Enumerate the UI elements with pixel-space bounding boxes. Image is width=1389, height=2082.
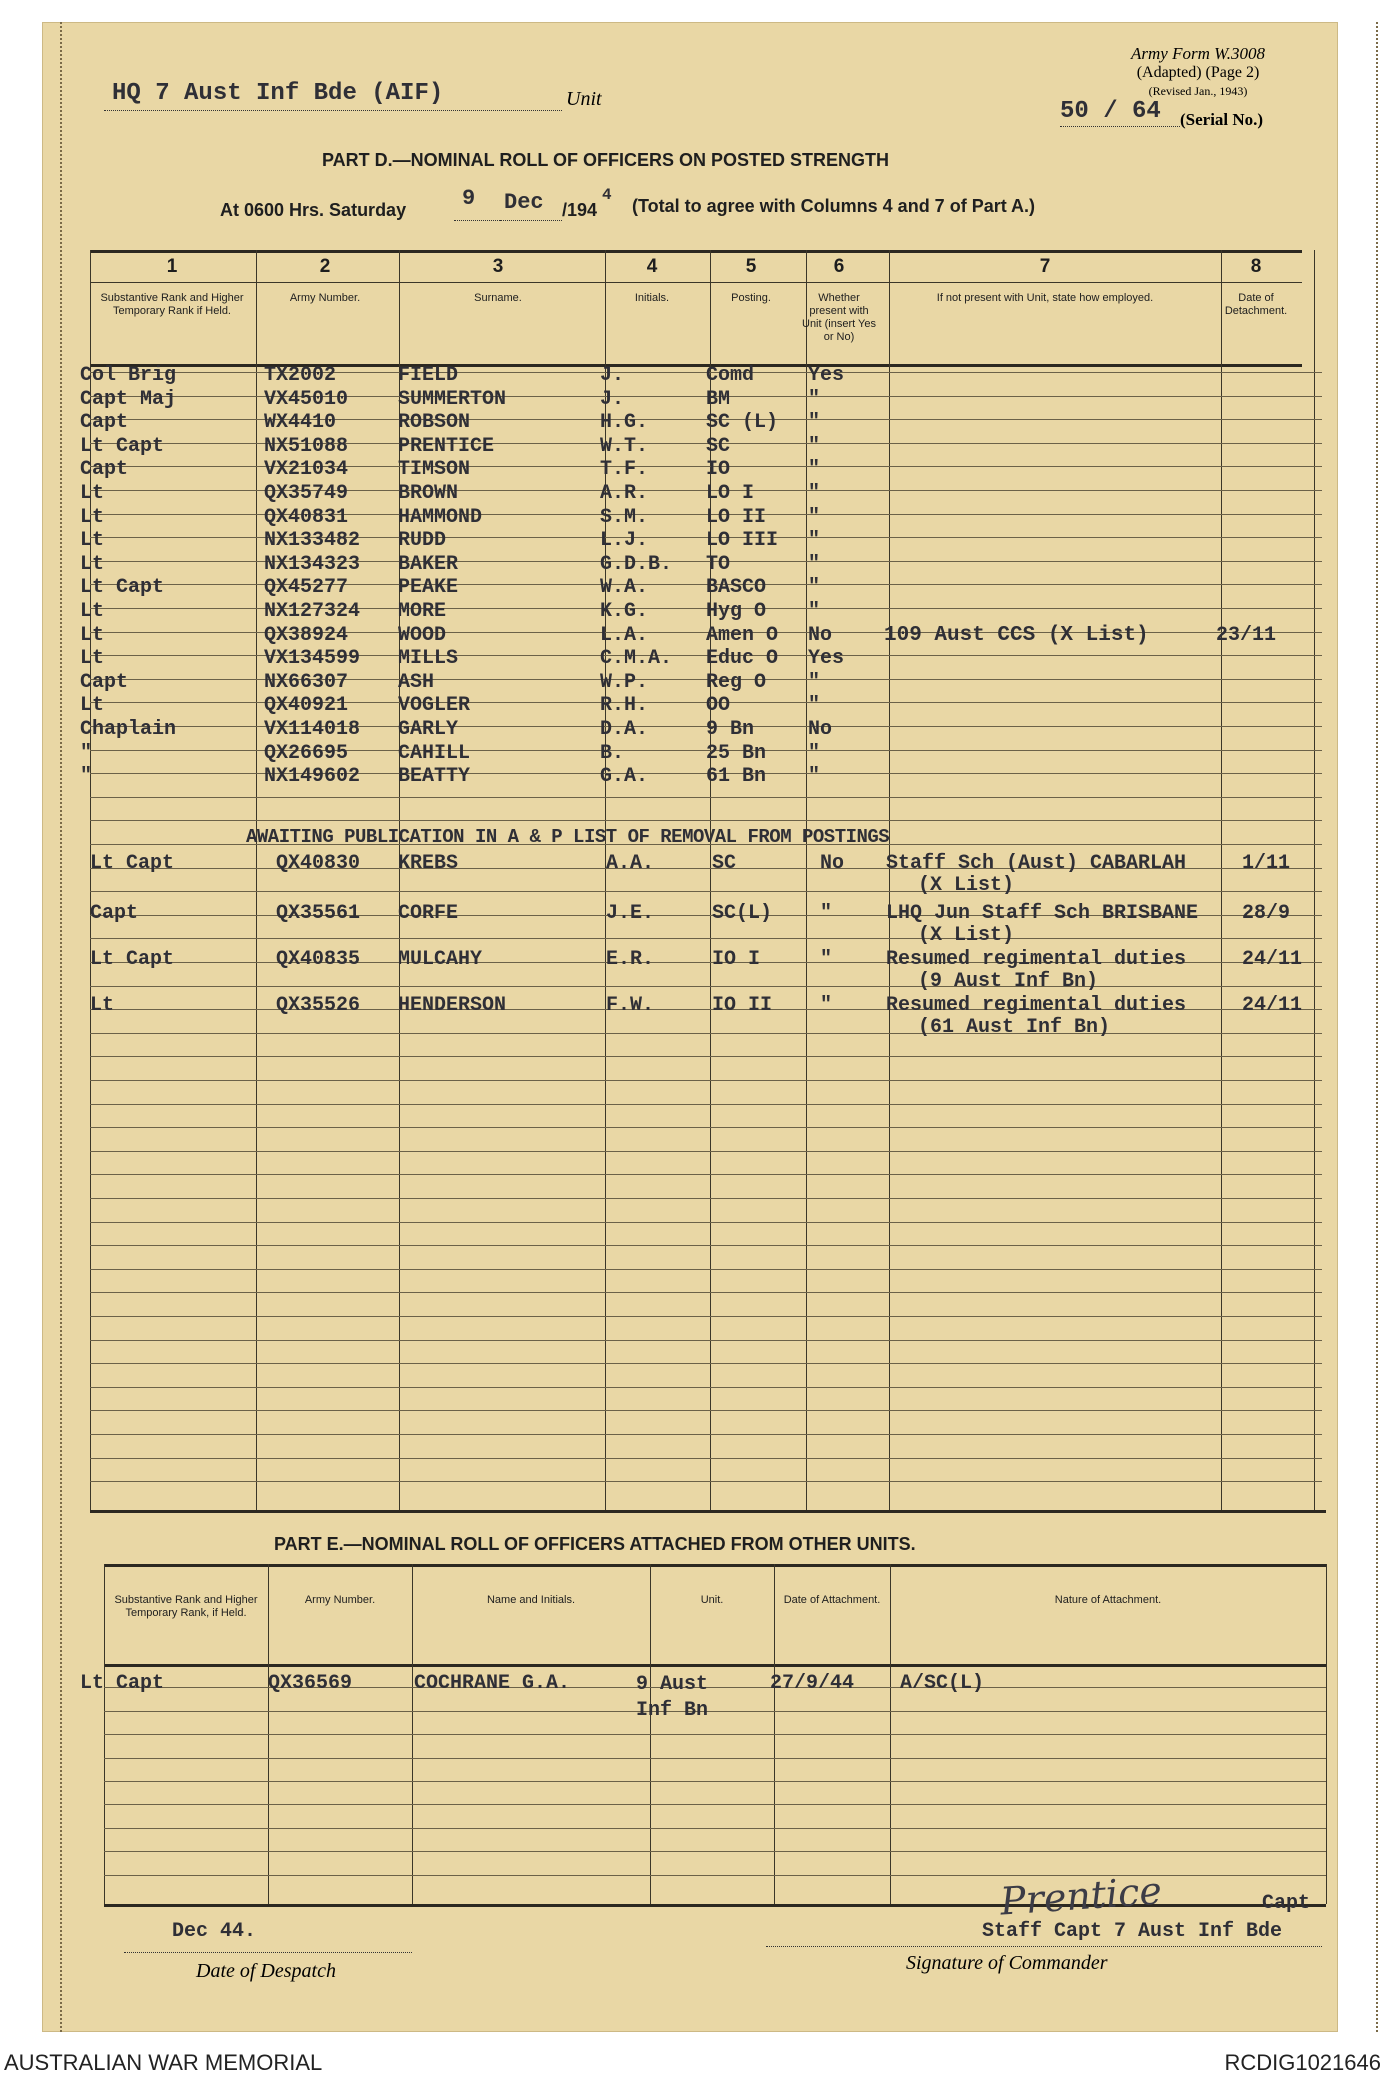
awaiting-cell: " bbox=[820, 902, 833, 925]
table-cell: " bbox=[808, 458, 821, 482]
awaiting-cell: CORFE bbox=[398, 902, 459, 925]
table-cell: QX35749 bbox=[264, 482, 349, 505]
awaiting-cell: Capt bbox=[90, 902, 139, 925]
part-e-row-rule bbox=[104, 1781, 1326, 1782]
column-header: Date of Detachment. bbox=[1224, 292, 1288, 317]
table-cell: IO bbox=[706, 458, 731, 482]
table-cell: Capt bbox=[80, 670, 129, 694]
table-cell: G.D.B. bbox=[600, 552, 673, 576]
row-rule bbox=[90, 1458, 1322, 1459]
table-cell: Comd bbox=[706, 364, 755, 387]
unit-line bbox=[104, 110, 562, 111]
serial-value: 50 / 64 bbox=[1060, 98, 1161, 125]
table-cell: 23/11 bbox=[1216, 623, 1277, 647]
table-cell: VX21034 bbox=[264, 458, 349, 482]
part-e-header: Army Number. bbox=[304, 1594, 376, 1606]
awaiting-note: (X List) bbox=[918, 924, 1015, 947]
table-cell: SUMMERTON bbox=[398, 387, 507, 411]
unit-value: HQ 7 Aust Inf Bde (AIF) bbox=[112, 80, 444, 107]
table-cell: " bbox=[808, 529, 821, 553]
awaiting-cell: 28/9 bbox=[1242, 902, 1291, 925]
awaiting-cell: Resumed regimental duties bbox=[886, 994, 1187, 1017]
table-cell: Capt bbox=[80, 458, 129, 482]
awaiting-cell: QX35561 bbox=[276, 902, 361, 925]
row-rule bbox=[90, 1245, 1322, 1246]
part-e-cell: 27/9/44 bbox=[770, 1672, 855, 1695]
table-cell: VX45010 bbox=[264, 387, 349, 411]
table-cell: " bbox=[80, 741, 93, 765]
part-e-header: Substantive Rank and Higher Temporary Rank, if Held. bbox=[114, 1594, 258, 1619]
total-note: (Total to agree with Columns 4 and 7 of Part A.) bbox=[632, 196, 1036, 216]
table-cell: " bbox=[80, 765, 93, 789]
table-cell: NX149602 bbox=[264, 765, 361, 789]
part-e-header: Nature of Attachment. bbox=[1054, 1594, 1162, 1606]
table-cell: 109 Aust CCS (X List) bbox=[884, 623, 1149, 647]
row-rule bbox=[90, 1127, 1322, 1128]
month-line bbox=[500, 220, 562, 221]
table-cell: " bbox=[808, 600, 821, 623]
table-cell: Lt bbox=[80, 600, 105, 623]
part-e-row-rule bbox=[104, 1758, 1326, 1759]
row-rule bbox=[90, 1292, 1322, 1293]
table-cell: 9 Bn bbox=[706, 718, 755, 741]
awaiting-cell: Lt bbox=[90, 994, 115, 1017]
table-cell: FIELD bbox=[398, 364, 459, 387]
row-rule bbox=[90, 797, 1322, 798]
table-cell: Reg O bbox=[706, 670, 767, 694]
table-cell: Hyg O bbox=[706, 600, 767, 623]
unit-label: Unit bbox=[566, 88, 602, 110]
table-cell: C.M.A. bbox=[600, 647, 673, 671]
table-cell: NX127324 bbox=[264, 600, 361, 623]
row-rule bbox=[90, 1363, 1322, 1364]
row-rule bbox=[90, 1174, 1322, 1175]
table-cell: Amen O bbox=[706, 623, 779, 647]
table-cell: W.A. bbox=[600, 576, 649, 600]
awaiting-cell: LHQ Jun Staff Sch BRISBANE bbox=[886, 902, 1199, 925]
part-e-top-rule bbox=[104, 1564, 1326, 1567]
table-cell: No bbox=[808, 718, 833, 741]
awaiting-cell: IO I bbox=[712, 948, 761, 971]
despatch-label: Date of Despatch bbox=[196, 1960, 336, 1982]
awaiting-cell: Lt Capt bbox=[90, 852, 175, 875]
table-cell: TO bbox=[706, 552, 731, 576]
perforation-right bbox=[1376, 22, 1378, 2032]
awaiting-cell: QX40830 bbox=[276, 852, 361, 875]
part-e-header: Name and Initials. bbox=[486, 1594, 576, 1606]
form-revised: (Revised Jan., 1943) bbox=[1148, 84, 1248, 98]
table-cell: MORE bbox=[398, 600, 447, 623]
part-e-cell: COCHRANE G.A. bbox=[414, 1672, 571, 1695]
table-cell: Lt bbox=[80, 623, 105, 647]
awaiting-cell: SC bbox=[712, 852, 737, 875]
awaiting-cell: E.R. bbox=[606, 948, 655, 971]
perforation-left bbox=[60, 22, 62, 2032]
table-cell: H.G. bbox=[600, 411, 649, 435]
awaiting-cell: QX40835 bbox=[276, 948, 361, 971]
col-divider bbox=[806, 250, 807, 1510]
awaiting-cell: 1/11 bbox=[1242, 852, 1291, 875]
table-cell: TIMSON bbox=[398, 458, 471, 482]
year-prefix: /194 bbox=[562, 200, 598, 220]
despatch-value: Dec 44. bbox=[172, 1920, 257, 1943]
table-cell: PEAKE bbox=[398, 576, 459, 600]
table-cell: D.A. bbox=[600, 718, 649, 741]
despatch-line bbox=[124, 1952, 412, 1953]
table-cell: QX38924 bbox=[264, 623, 349, 647]
table-cell: ROBSON bbox=[398, 411, 471, 435]
column-header: Surname. bbox=[474, 292, 522, 304]
table-cell: " bbox=[808, 482, 821, 505]
table-cell: SC (L) bbox=[706, 411, 779, 435]
awaiting-cell: " bbox=[820, 948, 833, 971]
table-cell: " bbox=[808, 576, 821, 600]
awaiting-cell: QX35526 bbox=[276, 994, 361, 1017]
commander-label: Signature of Commander bbox=[906, 1952, 1108, 1974]
table-cell: A.R. bbox=[600, 482, 649, 505]
table-top-rule bbox=[90, 250, 1302, 253]
column-number: 2 bbox=[319, 256, 331, 277]
awaiting-cell: A.A. bbox=[606, 852, 655, 875]
awaiting-heading: AWAITING PUBLICATION IN A & P LIST OF REMOVAL FROM POSTINGS bbox=[246, 826, 890, 848]
table-cell: NX51088 bbox=[264, 434, 349, 458]
table-cell: WX4410 bbox=[264, 411, 337, 435]
table-cell: GARLY bbox=[398, 718, 459, 741]
table-cell: " bbox=[808, 434, 821, 458]
col-divider bbox=[1221, 250, 1222, 1510]
table-cell: BASCO bbox=[706, 576, 767, 600]
part-e-cell: QX36569 bbox=[268, 1672, 353, 1695]
row-rule bbox=[90, 820, 1322, 821]
serial-line bbox=[1060, 126, 1180, 127]
awaiting-cell: 24/11 bbox=[1242, 994, 1303, 1017]
awaiting-cell: No bbox=[820, 852, 845, 875]
table-cell: R.H. bbox=[600, 694, 649, 718]
column-number: 3 bbox=[492, 256, 504, 277]
awaiting-note: (9 Aust Inf Bn) bbox=[918, 970, 1099, 993]
part-e-cell: A/SC(L) bbox=[900, 1672, 985, 1695]
table-cell: L.J. bbox=[600, 529, 649, 553]
column-header: Substantive Rank and Higher Temporary Rank if Held. bbox=[100, 292, 244, 317]
table-cell: LO III bbox=[706, 529, 779, 553]
awaiting-cell: IO II bbox=[712, 994, 773, 1017]
table-cell: CAHILL bbox=[398, 741, 471, 765]
part-d-title: PART D.—NOMINAL ROLL OF OFFICERS ON POSTED STRENGTH bbox=[322, 150, 890, 170]
row-rule bbox=[90, 1340, 1322, 1341]
table-cell: BAKER bbox=[398, 552, 459, 576]
archive-caption-right: RCDIG1021646 bbox=[1224, 2050, 1381, 2075]
commander-line bbox=[766, 1946, 1322, 1947]
table-cell: Lt bbox=[80, 647, 105, 671]
awaiting-cell: MULCAHY bbox=[398, 948, 483, 971]
table-cell: Lt Capt bbox=[80, 434, 165, 458]
column-header: Initials. bbox=[634, 292, 670, 304]
table-cell: Lt bbox=[80, 482, 105, 505]
table-cell: TX2002 bbox=[264, 364, 337, 387]
table-cell: Lt bbox=[80, 552, 105, 576]
col-divider bbox=[256, 250, 257, 1510]
awaiting-cell: Lt Capt bbox=[90, 948, 175, 971]
part-e-cell: Lt Capt bbox=[80, 1672, 165, 1695]
table-cell: BROWN bbox=[398, 482, 459, 505]
table-cell: OO bbox=[706, 694, 731, 718]
table-cell: " bbox=[808, 411, 821, 435]
table-cell: QX26695 bbox=[264, 741, 349, 765]
table-cell: Yes bbox=[808, 364, 845, 387]
date-day: 9 bbox=[462, 186, 476, 211]
table-cell: " bbox=[808, 670, 821, 694]
table-cell: VX134599 bbox=[264, 647, 361, 671]
table-cell: " bbox=[808, 741, 821, 765]
part-e-header-rule bbox=[104, 1664, 1326, 1667]
part-e-divider bbox=[1326, 1564, 1327, 1904]
table-cell: LO II bbox=[706, 505, 767, 529]
row-rule bbox=[90, 1434, 1322, 1435]
part-e-title: PART E.—NOMINAL ROLL OF OFFICERS ATTACHED FROM OTHER UNITS. bbox=[274, 1534, 916, 1554]
row-rule bbox=[90, 1269, 1322, 1270]
awaiting-cell: J.E. bbox=[606, 902, 655, 925]
table-cell: " bbox=[808, 552, 821, 576]
form-adapted: (Adapted) (Page 2) bbox=[1136, 64, 1260, 81]
part-e-row-rule bbox=[104, 1851, 1326, 1852]
table-cell: Col Brig bbox=[80, 364, 177, 387]
table-cell: NX134323 bbox=[264, 552, 361, 576]
table-cell: LO I bbox=[706, 482, 755, 505]
col-divider bbox=[1314, 250, 1315, 1510]
row-rule bbox=[90, 1151, 1322, 1152]
table-cell: NX133482 bbox=[264, 529, 361, 553]
row-rule bbox=[90, 938, 1322, 939]
table-cell: Lt bbox=[80, 505, 105, 529]
commander-signature: Prentice bbox=[998, 1868, 1164, 1924]
table-cell: 61 Bn bbox=[706, 765, 767, 789]
table-cell: No bbox=[808, 623, 833, 647]
column-number: 7 bbox=[1039, 256, 1051, 277]
serial-label: (Serial No.) bbox=[1180, 110, 1264, 129]
row-rule bbox=[90, 1316, 1322, 1317]
awaiting-cell: F.W. bbox=[606, 994, 655, 1017]
col-number-rule bbox=[90, 282, 1302, 283]
table-cell: VOGLER bbox=[398, 694, 471, 718]
awaiting-cell: 24/11 bbox=[1242, 948, 1303, 971]
column-header: Posting. bbox=[731, 292, 771, 304]
table-cell: QX45277 bbox=[264, 576, 349, 600]
column-number: 6 bbox=[833, 256, 845, 277]
awaiting-cell: Staff Sch (Aust) CABARLAH bbox=[886, 852, 1187, 875]
table-cell: BEATTY bbox=[398, 765, 471, 789]
table-cell: B. bbox=[600, 741, 625, 765]
row-rule bbox=[90, 1410, 1322, 1411]
awaiting-cell: Resumed regimental duties bbox=[886, 948, 1187, 971]
table-cell: QX40831 bbox=[264, 505, 349, 529]
table-cell: WOOD bbox=[398, 623, 447, 647]
awaiting-note: (X List) bbox=[918, 874, 1015, 897]
table-cell: SC bbox=[706, 434, 731, 458]
col-divider bbox=[889, 250, 890, 1510]
row-rule bbox=[90, 1198, 1322, 1199]
awaiting-cell: SC(L) bbox=[712, 902, 773, 925]
form-number: Army Form W.3008 bbox=[1131, 44, 1265, 63]
commander-rank: Capt bbox=[1262, 1892, 1311, 1915]
table-cell: MILLS bbox=[398, 647, 459, 671]
table-cell: Yes bbox=[808, 647, 845, 671]
table-cell: PRENTICE bbox=[398, 434, 495, 458]
table-cell: Chaplain bbox=[80, 718, 177, 741]
row-rule bbox=[90, 1222, 1322, 1223]
row-rule bbox=[90, 1481, 1322, 1482]
column-number: 5 bbox=[745, 256, 757, 277]
table-cell: HAMMOND bbox=[398, 505, 483, 529]
table-cell: " bbox=[808, 505, 821, 529]
table-cell: Lt Capt bbox=[80, 576, 165, 600]
table-cell: Capt Maj bbox=[80, 387, 177, 411]
table-cell: Capt bbox=[80, 411, 129, 435]
table-cell: NX66307 bbox=[264, 670, 349, 694]
table-cell: G.A. bbox=[600, 765, 649, 789]
column-number: 8 bbox=[1250, 256, 1262, 277]
table-cell: RUDD bbox=[398, 529, 447, 553]
snapshot-prefix: At 0600 Hrs. Saturday bbox=[220, 200, 407, 220]
part-e-row-rule bbox=[104, 1734, 1326, 1735]
part-e-row-rule bbox=[104, 1828, 1326, 1829]
table-bottom-rule bbox=[90, 1510, 1326, 1513]
table-cell: QX40921 bbox=[264, 694, 349, 718]
row-rule bbox=[90, 1080, 1322, 1081]
day-line bbox=[454, 220, 500, 221]
awaiting-cell: " bbox=[820, 994, 833, 1017]
part-e-row-rule bbox=[104, 1804, 1326, 1805]
part-e-header: Date of Attachment. bbox=[783, 1594, 881, 1606]
table-cell: BM bbox=[706, 387, 731, 411]
row-rule bbox=[90, 1387, 1322, 1388]
table-cell: W.T. bbox=[600, 434, 649, 458]
form-sheet bbox=[42, 22, 1338, 2032]
awaiting-cell: KREBS bbox=[398, 852, 459, 875]
table-cell: J. bbox=[600, 387, 625, 411]
table-cell: L.A. bbox=[600, 623, 649, 647]
awaiting-note: (61 Aust Inf Bn) bbox=[918, 1016, 1111, 1039]
part-e-header: Unit. bbox=[700, 1594, 724, 1606]
part-e-cell: 9 Aust Inf Bn bbox=[636, 1673, 709, 1722]
row-rule bbox=[90, 1104, 1322, 1105]
table-cell: Educ O bbox=[706, 647, 779, 671]
row-rule bbox=[90, 891, 1322, 892]
column-number: 4 bbox=[646, 256, 658, 277]
table-cell: Lt bbox=[80, 694, 105, 718]
table-cell: " bbox=[808, 387, 821, 411]
column-header: If not present with Unit, state how employed. bbox=[936, 292, 1154, 304]
table-cell: " bbox=[808, 765, 821, 789]
table-cell: 25 Bn bbox=[706, 741, 767, 765]
table-cell: K.G. bbox=[600, 600, 649, 623]
table-cell: ASH bbox=[398, 670, 435, 694]
column-header: Army Number. bbox=[289, 292, 361, 304]
column-number: 1 bbox=[166, 256, 178, 277]
table-cell: " bbox=[808, 694, 821, 718]
table-cell: W.P. bbox=[600, 670, 649, 694]
year-digit: 4 bbox=[602, 186, 612, 204]
row-rule bbox=[90, 986, 1322, 987]
table-cell: S.M. bbox=[600, 505, 649, 529]
table-cell: J. bbox=[600, 364, 625, 387]
awaiting-cell: HENDERSON bbox=[398, 994, 507, 1017]
row-rule bbox=[90, 1033, 1322, 1034]
row-rule bbox=[90, 1056, 1322, 1057]
date-month: Dec bbox=[504, 190, 544, 215]
column-header: Whether present with Unit (insert Yes or No) bbox=[802, 292, 876, 343]
table-cell: Lt bbox=[80, 529, 105, 553]
table-cell: VX114018 bbox=[264, 718, 361, 741]
table-cell: T.F. bbox=[600, 458, 649, 482]
archive-caption-left: AUSTRALIAN WAR MEMORIAL bbox=[4, 2050, 323, 2075]
commander-title: Staff Capt 7 Aust Inf Bde bbox=[982, 1920, 1283, 1943]
